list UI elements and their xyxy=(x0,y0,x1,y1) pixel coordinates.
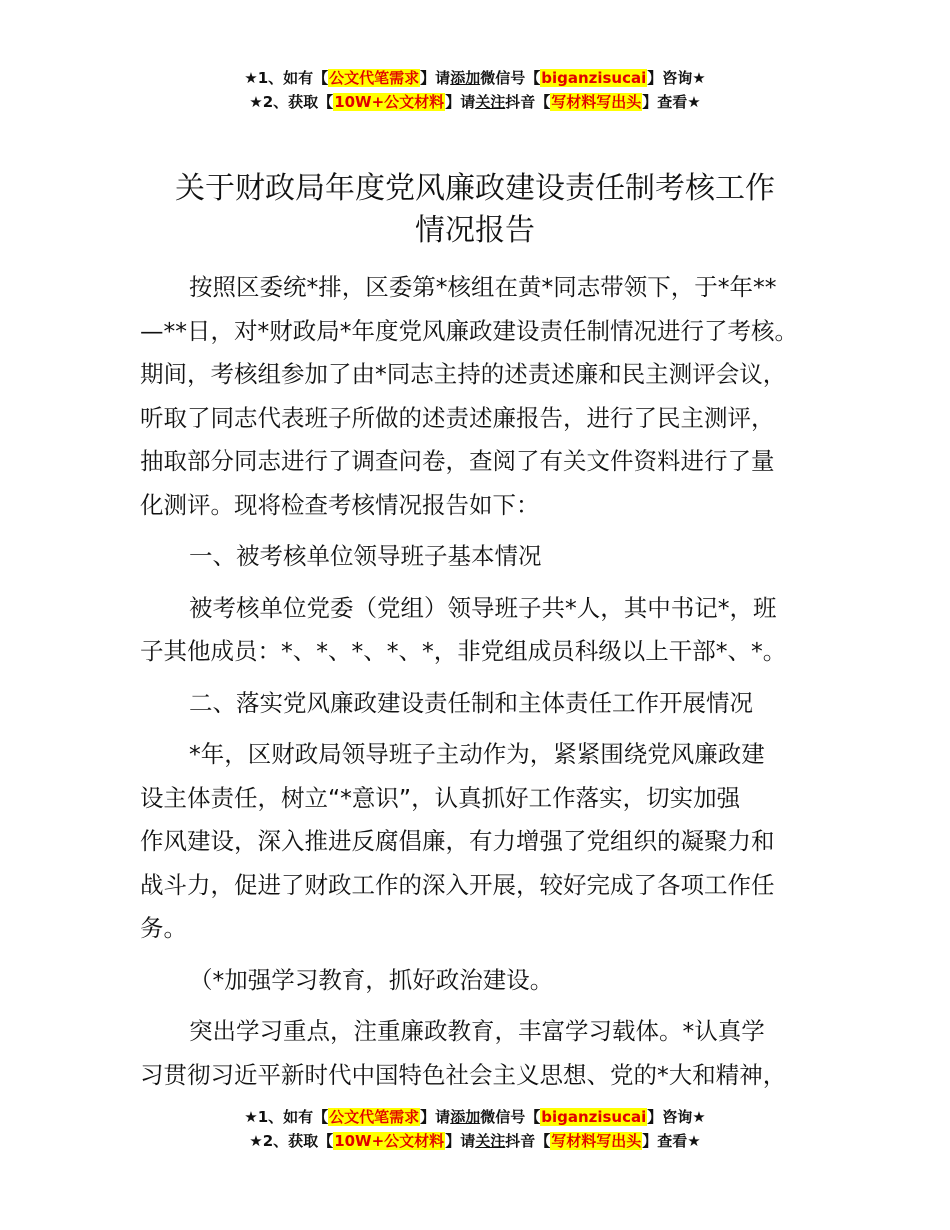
body-line: 作风建设，深入推进反腐倡廉，有力增强了党组织的凝聚力和 xyxy=(140,827,775,855)
document-title xyxy=(140,168,810,252)
banner-text: 】咨询★ xyxy=(647,1108,706,1126)
banner-text: 抖音【 xyxy=(505,1132,551,1150)
body-line: —**日，对*财政局*年度党风廉政建设责任制情况进行了考核。 xyxy=(140,316,798,345)
banner-text: 】查看★ xyxy=(642,1132,701,1150)
banner-highlight: 10W+公文材料 xyxy=(334,93,445,111)
body-line: 听取了同志代表班子所做的述责述廉报告，进行了民主测评， xyxy=(140,403,775,432)
banner-highlight: biganzisucai xyxy=(541,69,647,87)
banner-highlight: biganzisucai xyxy=(541,1108,647,1126)
banner-text: 】查看★ xyxy=(642,93,701,111)
title-line-2: 情况报告 xyxy=(415,213,535,248)
title-line-1: 关于财政局年度党风廉政建设责任制考核工作 xyxy=(175,171,775,206)
header-banner xyxy=(0,66,950,114)
banner-text: 抖音【 xyxy=(505,93,551,111)
body-line: 被考核单位党委（党组）领导班子共*人，其中书记*，班 xyxy=(189,593,777,622)
banner-line-1 xyxy=(0,66,950,90)
banner-text: 微信号【 xyxy=(480,69,541,87)
body-line: 按照区委统*排，区委第*核组在黄*同志带领下，于*年** xyxy=(189,273,777,301)
body-line: 战斗力，促进了财政工作的深入开展，较好完成了各项工作任 xyxy=(140,870,775,899)
footer-banner xyxy=(0,1105,950,1153)
banner-text: ★1、如有【 xyxy=(244,1108,329,1126)
banner-highlight: 写材料写出头 xyxy=(551,93,642,111)
banner-line-2 xyxy=(0,1129,950,1153)
body-line: 期间，考核组参加了由*同志主持的述责述廉和民主测评会议， xyxy=(140,360,787,388)
banner-text: ★1、如有【 xyxy=(244,69,329,87)
body-line: 设主体责任，树立“*意识”，认真抓好工作落实，切实加强 xyxy=(140,783,741,812)
banner-underline: 关注 xyxy=(475,1132,506,1150)
banner-text: 】请 xyxy=(420,1108,451,1126)
section-heading: 二、落实党风廉政建设责任制和主体责任工作开展情况 xyxy=(189,688,753,717)
banner-line-2 xyxy=(0,90,950,114)
document-body xyxy=(140,266,830,1097)
body-line: 子其他成员：*、*、*、*、*，非党组成员科级以上干部*、*。 xyxy=(140,637,787,665)
banner-text: 】请 xyxy=(445,1132,476,1150)
banner-line-1 xyxy=(0,1105,950,1129)
banner-highlight: 公文代笔需求 xyxy=(329,69,420,87)
banner-highlight: 10W+公文材料 xyxy=(334,1132,445,1150)
banner-underline: 添加 xyxy=(450,1108,481,1126)
banner-text: 】咨询★ xyxy=(647,69,706,87)
body-line: 务。 xyxy=(140,914,187,942)
banner-text: 】请 xyxy=(420,69,451,87)
banner-text: ★2、获取【 xyxy=(249,93,334,111)
banner-text: ★2、获取【 xyxy=(249,1132,334,1150)
body-line: 化测评。现将检查考核情况报告如下： xyxy=(140,490,540,519)
body-line: 抽取部分同志进行了调查问卷，查阅了有关文件资料进行了量 xyxy=(140,447,775,475)
banner-text: 微信号【 xyxy=(480,1108,541,1126)
body-line: *年，区财政局领导班子主动作为，紧紧围绕党风廉政建 xyxy=(189,740,765,768)
banner-highlight: 公文代笔需求 xyxy=(329,1108,420,1126)
section-heading: 一、被考核单位领导班子基本情况 xyxy=(189,542,542,570)
body-line: 突出学习重点，注重廉政教育，丰富学习载体。*认真学 xyxy=(189,1017,765,1045)
banner-highlight: 写材料写出头 xyxy=(551,1132,642,1150)
body-line: 习贯彻习近平新时代中国特色社会主义思想、党的*大和精神， xyxy=(140,1060,787,1089)
banner-text: 】请 xyxy=(445,93,476,111)
banner-underline: 添加 xyxy=(450,69,481,87)
banner-underline: 关注 xyxy=(475,93,506,111)
sub-heading: （*加强学习教育，抓好政治建设。 xyxy=(189,965,554,994)
